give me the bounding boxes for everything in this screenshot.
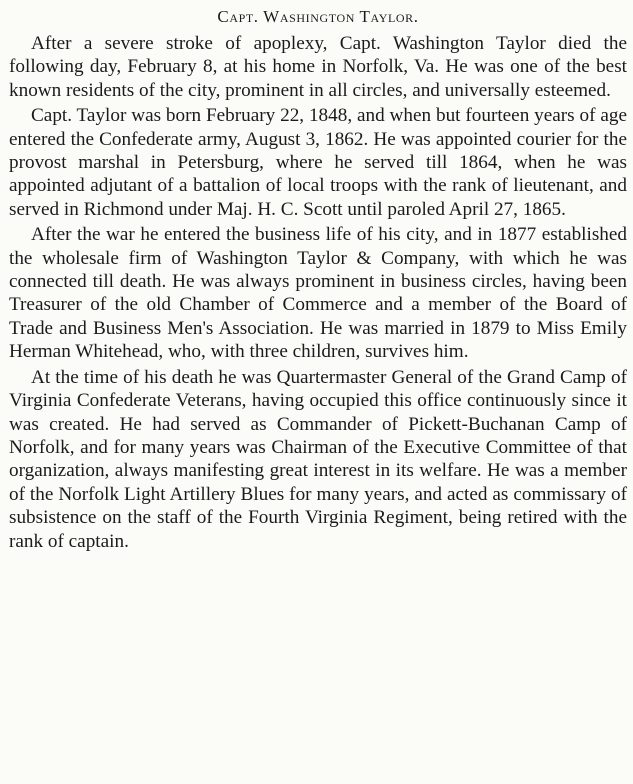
paragraph-1: After a severe stroke of apoplexy, Capt. Washington Taylor died the following day, February 8, at his home in Norfolk, Va. He was one of the best known residents of the city, prominent in all circles, and universally esteemed. — [9, 33, 627, 101]
paragraph-3: After the war he entered the business life of his city, and in 1877 established the wholesale firm of Washington Taylor & Company, with which he was connected till death. He was always prominent in business circles, having been Treasurer of the old Chamber of Commerce and a member of the Board of Trade and Business Men's Association. He was married in 1879 to Miss Emily Herman Whitehead, who, with three children, survives him. — [9, 224, 627, 363]
paragraph-2: Capt. Taylor was born February 22, 1848, and when but fourteen years of age entered the Confederate army, August 3, 1862. He was appointed courier for the provost marshal in Petersburg, where he served till 1864, when he was appointed adjutant of a battalion of local troops with the rank of lieutenant, and served in Richmond under Maj. H. C. Scott until paroled April 27, 1865. — [9, 105, 627, 220]
article-title: Capt. Washington Taylor. — [217, 7, 419, 26]
paragraph-4: At the time of his death he was Quartermaster General of the Grand Camp of Virginia Confederate Veterans, having occupied this office continuously since it was created. He had served as Commander of Pickett-Buchanan Camp of Norfolk, and for many years was Chairman of the Executive Committee of that organization, always manifesting great interest in its welfare. He was a member of the Norfolk Light Artillery Blues for many years, and acted as commissary of subsistence on the staff of the Fourth Virginia Regiment, being retired with the rank of captain. — [9, 366, 627, 552]
